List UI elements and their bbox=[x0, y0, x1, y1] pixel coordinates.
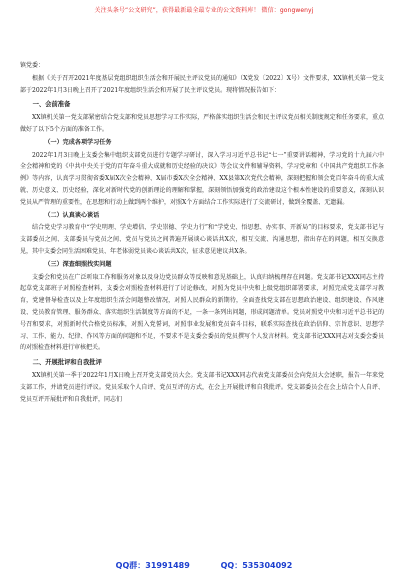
subsection-1-body: 2022年1月3日晚上支委会集中组织支部党员进行专题学习研讨，深入学习习近平总书记“七一”重要讲话精神，学习党的十九届六中全会精神和党的《中共中央关于党的百年奋斗重大成就和历史经验的决议》等会议文件和辅导资料，学习党章和《中国共产党组织工作条例》等内容，认真学习贯彻省委X届X次全会精神、X届市委X次全会精神、XX县第X次党代会精神，深刻把握和领会党百年奋斗的重大成就、历史意义、历史经验，深化对新时代党的创新理论的理解和掌握，深刻领悟加强党的政治建设这个根本性建设的重要意义，深刻认识党员从严管理的重要性，在思想和行动上做到两个维护，对照X个方面结合工作实际进行了交流研讨，做到全覆盖、无遗漏。 bbox=[20, 151, 384, 206]
subsection-1-heading: （一）完成各项学习任务 bbox=[44, 138, 112, 146]
subsection-2-heading: （二）认真谈心谈话 bbox=[44, 211, 100, 219]
contact-footer bbox=[0, 556, 408, 576]
top-promo-banner: 关注头条号“公文研究”，获得最新最全最专业的公文资料库！ 微信：gongwenyj bbox=[94, 7, 314, 14]
section-1-heading: 一、会前准备 bbox=[32, 101, 71, 109]
section-1-intro: XX镇机关第一党支部紧密结合党支部和党员思想学习工作实际，严格落实组织生活会和民主评议党员相关制度规定和任务要求，重点做好了以下5个方面的准备工作。 bbox=[20, 114, 384, 133]
document-body bbox=[20, 60, 384, 405]
qq-number: QQ：535304092 bbox=[220, 561, 293, 570]
section-2-heading: 二、开展批评和自我批评 bbox=[32, 359, 102, 367]
subsection-3-heading: （三）深查细照找实问题 bbox=[44, 260, 112, 268]
salutation: 镇党委： bbox=[20, 62, 45, 69]
section-2-body: XX镇机关第一季于2022年1月X日晚上召开党支部党员大会。党支部书记XXX同志代表党支部委员会向党员大会述职，报告一年来党支部工作，并请党员进行评议。党员采取个人自评、党员互评的方式，在会上开展批评和自我批评。党支部委员会在会上结合个人自评、党员互评开展批评和自我批评，同志们 bbox=[20, 371, 384, 403]
subsection-2-body: 结合党史学习教育中“学史明理、学史增信、学史崇德、学史力行”和“学党史、悟思想、办实事、开新局”的目标要求，党支部书记与支部委员之间、支部委员与党员之间、党员与党员之间普遍开展谈心谈话共X次，相互交流、沟通思想，指出存在的问题，相互交换意见，其中支委会同生活困难党员、年老体弱党员谈心谈话共X次，征求意见建议共X条。 bbox=[20, 224, 384, 255]
subsection-3-body: 支委会和党员在广泛听取工作和服务对象以及身边党员群众等反映和意见基础上，认真归纳梳理存在问题。党支部书记XXX同志主持起草党支部班子对照检查材料，支委会对照检查材料进行了讨论修改，对照为党员中央和上级党组织部署要求，对照完成党支部学习教育，党建督导检查以及上年度组织生活会问题整改情况，对照人民群众的新期待，全面查找党支部在思想政治建设、组织建设、作风建设、党员教育管理、服务群众、落实组织生活制度等方面的不足，一条一条列出问题，形成问题清单。党员对照党中央和习近平总书记的号召和要求，对照新时代合格党员标准，对照入党誓词，对照事业发展和党员奋斗目标，联系实际查找在政治信仰、宗旨意识、思想学习、工作、能力、纪律、作风等方面的问题和不足，不要求不是支委会委员的党员撰写个人发言材料。党支部书记XXX同志对支委会委员的对照检查材料进行审核把关。 bbox=[20, 273, 384, 352]
qq-group-number: QQ群：31991489 bbox=[115, 561, 190, 570]
intro-paragraph: 根据《关于召开2021年度基层党组织组织生活会和开展民主评议党员的通知》（X党发〔2022〕X号）文件要求，XX镇机关第一党支部于2022年1月3日晚上召开了2021年度组织生活会和开展了民主评议党员。现将情况报告如下： bbox=[20, 74, 384, 94]
